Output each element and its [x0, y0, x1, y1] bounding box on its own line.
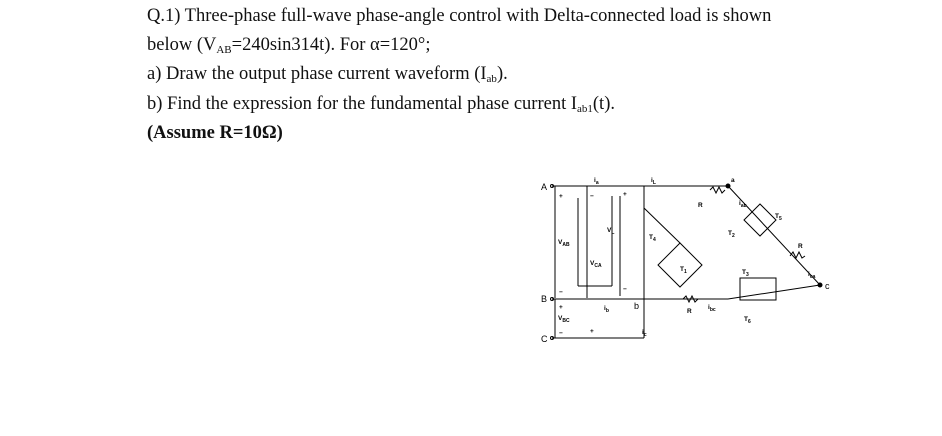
node-a-lower-label: a	[731, 177, 735, 184]
text-fragment: (t).	[592, 94, 615, 114]
i-a-label: $i_a$	[594, 177, 599, 186]
resistor-ab	[710, 187, 725, 193]
t6-label: $T_6$	[744, 316, 751, 325]
question-line-2	[147, 34, 430, 56]
subscript: ab	[486, 73, 497, 85]
v-ab-label: $V_{AB}$	[558, 239, 570, 248]
r-ab-label: R	[698, 202, 703, 209]
v-ca-plus: +	[590, 328, 594, 335]
node-c-dot	[818, 283, 822, 287]
t3-label: $T_3$	[742, 269, 749, 278]
v-ca-label: $V_{CA}$	[590, 260, 602, 269]
r-ca-label: R	[798, 243, 803, 250]
t1-t4-pair	[658, 243, 702, 287]
node-a-label: A	[541, 182, 548, 192]
t2-label: $T_2$	[728, 230, 735, 239]
text-fragment: b) Find the expression for the fundamental phase current I	[147, 94, 577, 114]
node-a-dot	[726, 184, 730, 188]
t4-label: $T_4$	[649, 234, 656, 243]
question-line-1	[147, 5, 771, 27]
v-l-label: $V_L$	[607, 227, 615, 236]
part-b	[147, 93, 615, 115]
v-bc-plus: +	[559, 304, 563, 311]
v-bc-label: $V_{BC}$	[558, 315, 570, 324]
delta-circuit-diagram	[530, 168, 830, 358]
subscript: ab1	[577, 103, 593, 115]
r-bc-label: R	[687, 308, 692, 315]
i-c-label: $i_c$	[642, 329, 647, 338]
i-ca-label: $i_{ca}$	[808, 271, 816, 280]
i-l-label: $i_L$	[651, 177, 656, 186]
text-fragment: a) Draw the output phase current waveform (I	[147, 64, 487, 84]
question-text: Q.1) Three-phase full-wave phase-angle control with Delta-connected load is shown	[147, 6, 772, 26]
i-bc-label: $i_{bc}$	[708, 304, 716, 313]
node-b-lower-label: b	[634, 301, 640, 311]
t5-label: $T_5$	[775, 213, 782, 222]
delta-bottom-wire	[728, 285, 820, 299]
v-l-minus: −	[623, 286, 627, 293]
v-ab-plus: +	[559, 193, 563, 200]
assumption	[147, 122, 283, 144]
v-l-plus: +	[623, 191, 627, 198]
assumption-text: (Assume R=10Ω)	[147, 123, 283, 143]
i-ab-label: $i_{ab}$	[739, 200, 747, 209]
part-a	[147, 63, 508, 85]
t1-label: $T_1$	[680, 266, 687, 275]
text-fragment: ).	[496, 64, 508, 84]
text-fragment: =240sin314t). For α=120°;	[231, 35, 431, 55]
text-fragment: below (V	[147, 35, 217, 55]
v-ab-minus: −	[559, 289, 563, 296]
i-b-label: $i_b$	[604, 305, 609, 314]
node-c-label: C	[541, 334, 548, 344]
subscript: AB	[216, 44, 232, 56]
v-ca-minus: −	[590, 193, 594, 200]
v-bc-minus: −	[559, 330, 563, 337]
node-c-lower-label: c	[825, 281, 830, 291]
node-b-label: B	[541, 294, 548, 304]
